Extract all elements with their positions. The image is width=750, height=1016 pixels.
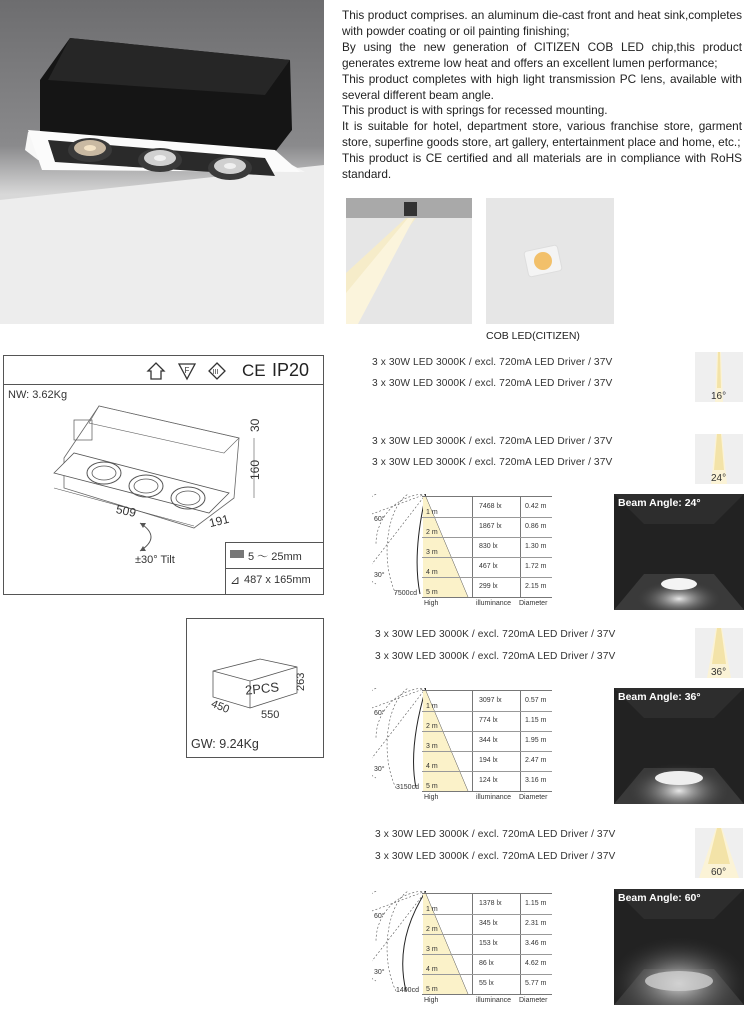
column-header-diameter: Diameter — [519, 794, 548, 801]
illuminance-value: 55 lx — [479, 980, 494, 987]
beam-render-24 — [614, 494, 744, 610]
column-header-high: High — [424, 997, 439, 1004]
ceiling-thickness-icon — [230, 550, 244, 558]
beam-swatch-36 — [695, 628, 743, 678]
distance-label: 2 m — [426, 926, 438, 933]
beam-label-36: 36° — [711, 667, 727, 678]
illuminance-value: 345 lx — [479, 920, 498, 927]
spec-line: 3 x 30W LED 3000K / excl. 720mA LED Driver / 37V — [375, 651, 616, 662]
cob-led-caption: COB LED(CITIZEN) — [486, 330, 580, 342]
spec-line: 3 x 30W LED 3000K / excl. 720mA LED Driver / 37V — [372, 436, 613, 447]
distance-label: 5 m — [426, 986, 438, 993]
distance-label: 4 m — [426, 966, 438, 973]
diameter-value: 3.16 m — [525, 777, 547, 784]
column-header-high: High — [424, 794, 439, 801]
description-line: This product is with springs for recessed mounting. — [342, 103, 608, 118]
product-description — [342, 8, 742, 183]
spec-line: 3 x 30W LED 3000K / excl. 720mA LED Driver / 37V — [372, 357, 613, 368]
description-line: It is suitable for hotel, department store, various franchise store, garment store, superfine goods store, art gallery, entertainment place and home, etc.; — [342, 119, 742, 150]
illuminance-value: 3097 lx — [479, 697, 502, 704]
package-dim-450: 450 — [209, 697, 231, 717]
beam-label-60: 60° — [711, 867, 727, 878]
distance-label: 3 m — [426, 743, 438, 750]
angle-label-30: 30° — [374, 766, 385, 773]
distance-label: 5 m — [426, 589, 438, 596]
illuminance-value: 194 lx — [479, 757, 498, 764]
candela-peak: 3150cd — [396, 784, 419, 791]
cutout-icon: ⊿ — [230, 573, 241, 587]
diameter-value: 0.86 m — [525, 523, 547, 530]
dim-30: 30 — [248, 418, 262, 432]
description-line: By using the new generation of CITIZEN COB LED chip,this product generates extreme low heat and offers an excellent lumen performance; — [342, 39, 742, 70]
distance-label: 2 m — [426, 529, 438, 536]
distance-label: 4 m — [426, 763, 438, 770]
spec-divider — [4, 384, 323, 385]
install-info — [225, 542, 324, 595]
svg-text:III: III — [212, 369, 219, 376]
column-header-illuminance: illuminance — [476, 794, 512, 801]
package-dim-550: 550 — [261, 709, 280, 721]
diameter-value: 3.46 m — [525, 940, 547, 947]
package-quantity: 2PCS — [244, 679, 280, 698]
illuminance-value: 7468 lx — [479, 503, 502, 510]
illuminance-value: 153 lx — [479, 940, 498, 947]
cob-led-photo — [486, 198, 614, 324]
render-title-60: Beam Angle: 60° — [618, 892, 701, 904]
illuminance-value: 344 lx — [479, 737, 498, 744]
photometric-table-60 — [372, 891, 556, 1005]
package-box — [186, 618, 324, 758]
candela-peak: 7500cd — [394, 590, 417, 597]
diameter-value: 1.72 m — [525, 563, 547, 570]
column-header-diameter: Diameter — [519, 997, 548, 1004]
ce-mark: CE — [242, 361, 266, 380]
svg-text:F: F — [184, 366, 190, 375]
diameter-value: 0.57 m — [525, 697, 547, 704]
photometric-table-36 — [372, 688, 556, 802]
description-line: This product is CE certified and all materials are in compliance with RoHS standard. — [342, 151, 742, 182]
beam-render-36 — [614, 688, 744, 804]
product-illustration — [0, 0, 324, 324]
column-header-high: High — [424, 600, 439, 607]
illuminance-value: 86 lx — [479, 960, 494, 967]
description-line: This product comprises. an aluminum die-cast front and heat sink,completes with powder coating or oil painting finishing; — [342, 8, 742, 38]
f-mark-icon — [177, 361, 197, 381]
ceiling-thickness: 5 ～ 25mm — [248, 551, 302, 563]
diameter-value: 1.30 m — [525, 543, 547, 550]
spec-line: 3 x 30W LED 3000K / excl. 720mA LED Driver / 37V — [375, 629, 616, 640]
column-header-diameter: Diameter — [519, 600, 548, 607]
diameter-value: 2.15 m — [525, 583, 547, 590]
illuminance-value: 467 lx — [479, 563, 498, 570]
dim-160: 160 — [248, 459, 262, 480]
diameter-value: 1.15 m — [525, 717, 547, 724]
distance-label: 3 m — [426, 946, 438, 953]
column-header-illuminance: illuminance — [476, 997, 512, 1004]
beam-render-60 — [614, 889, 744, 1005]
distance-label: 1 m — [426, 703, 438, 710]
column-header-illuminance: illuminance — [476, 600, 512, 607]
beam-swatch-24 — [695, 434, 743, 484]
beam-label-24: 24° — [711, 473, 727, 484]
spec-box — [3, 355, 324, 595]
gross-weight: GW: 9.24Kg — [191, 737, 259, 751]
distance-label: 1 m — [426, 906, 438, 913]
illuminance-value: 774 lx — [479, 717, 498, 724]
diameter-value: 1.95 m — [525, 737, 547, 744]
diameter-value: 4.62 m — [525, 960, 547, 967]
candela-peak: 1400cd — [396, 987, 419, 994]
distance-label: 3 m — [426, 549, 438, 556]
angle-label-60: 60° — [374, 516, 385, 523]
beam-illustration — [346, 198, 472, 324]
diameter-value: 5.77 m — [525, 980, 547, 987]
net-weight: NW: 3.62Kg — [8, 389, 68, 401]
product-photo — [0, 0, 324, 324]
illuminance-value: 124 lx — [479, 777, 498, 784]
distance-label: 4 m — [426, 569, 438, 576]
illuminance-value: 1867 lx — [479, 523, 502, 530]
ip-rating: IP20 — [272, 360, 310, 380]
illuminance-value: 299 lx — [479, 583, 498, 590]
beam-swatch-16 — [695, 352, 743, 402]
render-title-24: Beam Angle: 24° — [618, 497, 701, 509]
distance-label: 1 m — [426, 509, 438, 516]
angle-label-60: 60° — [374, 710, 385, 717]
cutout-size: 487 x 165mm — [244, 574, 311, 586]
beam-label-16: 16° — [711, 391, 727, 402]
distance-label: 2 m — [426, 723, 438, 730]
render-title-36: Beam Angle: 36° — [618, 691, 701, 703]
class-iii-icon — [207, 361, 227, 381]
diameter-value: 2.47 m — [525, 757, 547, 764]
indoor-house-icon — [146, 361, 166, 381]
spec-line: 3 x 30W LED 3000K / excl. 720mA LED Driver / 37V — [375, 829, 616, 840]
spec-line: 3 x 30W LED 3000K / excl. 720mA LED Driver / 37V — [375, 851, 616, 862]
illuminance-value: 830 lx — [479, 543, 498, 550]
diameter-value: 1.15 m — [525, 900, 547, 907]
distance-label: 5 m — [426, 783, 438, 790]
diameter-value: 2.31 m — [525, 920, 547, 927]
tilt-range: ±30° Tilt — [135, 554, 175, 566]
angle-label-30: 30° — [374, 969, 385, 976]
spec-line: 3 x 30W LED 3000K / excl. 720mA LED Driver / 37V — [372, 457, 613, 468]
angle-label-30: 30° — [374, 572, 385, 579]
illuminance-value: 1378 lx — [479, 900, 502, 907]
angle-label-60: 60° — [374, 913, 385, 920]
spec-line: 3 x 30W LED 3000K / excl. 720mA LED Driver / 37V — [372, 378, 613, 389]
diameter-value: 0.42 m — [525, 503, 547, 510]
dim-509: 509 — [114, 502, 138, 520]
dim-191: 191 — [207, 511, 231, 531]
beam-swatch-60 — [695, 828, 743, 878]
package-dim-263: 263 — [295, 672, 307, 691]
photometric-table-24 — [372, 494, 556, 608]
tilt-arc-icon — [132, 519, 172, 555]
description-line: This product completes with high light transmission PC lens, available with several different beam angle. — [342, 71, 742, 102]
